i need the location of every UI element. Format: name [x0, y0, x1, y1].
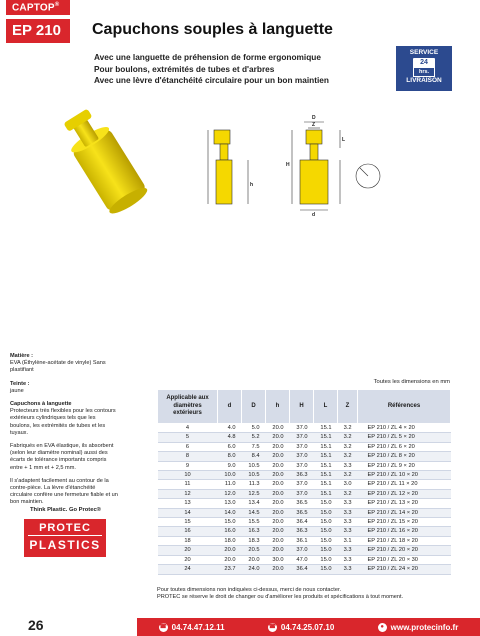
table-cell: 3.3 — [338, 546, 358, 555]
col-header: Z — [338, 390, 358, 424]
table-cell: 15.0 — [314, 546, 338, 555]
service-num: 24 — [420, 59, 428, 66]
table-cell: 3.3 — [338, 555, 358, 564]
table-cell: 10.0 — [218, 471, 242, 480]
table-cell: 8.4 — [242, 452, 266, 461]
table-cell: 15.1 — [314, 424, 338, 433]
label-D: D — [312, 115, 316, 121]
table-cell: 8 — [158, 452, 218, 461]
table-cell: 15.1 — [314, 461, 338, 470]
table-cell: 15.0 — [314, 518, 338, 527]
dimensions-note: Toutes les dimensions en mm — [373, 379, 450, 385]
table-cell: 3.3 — [338, 527, 358, 536]
table-cell: 7.5 — [242, 442, 266, 451]
table-row — [158, 424, 451, 433]
table-cell: 11.0 — [218, 480, 242, 489]
col-header: D — [242, 390, 266, 424]
label-h: h — [250, 182, 254, 188]
table-cell: 37.0 — [290, 489, 314, 498]
table-cell: 20.0 — [218, 555, 242, 564]
table-cell: 20.0 — [266, 480, 290, 489]
dimensions-table — [157, 389, 451, 575]
table-cell: EP 210 / ZL 13 × 20 — [358, 499, 451, 508]
table-cell: 12.0 — [218, 489, 242, 498]
table-cell: 15.0 — [314, 555, 338, 564]
table-cell: 37.0 — [290, 546, 314, 555]
table-cell: EP 210 / ZL 12 × 20 — [358, 489, 451, 498]
label-H: H — [286, 162, 290, 168]
table-cell: 3.3 — [338, 499, 358, 508]
table-cell: 37.0 — [290, 424, 314, 433]
table-cell: 37.0 — [290, 433, 314, 442]
page-number: 26 — [28, 617, 44, 633]
table-cell: 15.1 — [314, 442, 338, 451]
table-row — [158, 565, 451, 574]
table-cell: 16 — [158, 527, 218, 536]
logo-line1: PROTEC — [28, 519, 102, 536]
table-cell: 20.5 — [242, 546, 266, 555]
phone-number: 04.74.47.12.11 — [171, 622, 225, 632]
table-cell: EP 210 / ZL 8 × 20 — [358, 452, 451, 461]
label-d: d — [312, 212, 316, 218]
col-header: L — [314, 390, 338, 424]
table-cell: 30.0 — [266, 555, 290, 564]
table-row — [158, 499, 451, 508]
table-row — [158, 433, 451, 442]
col-header: Références — [358, 390, 451, 424]
table-cell: 36.3 — [290, 471, 314, 480]
table-cell: 14.0 — [218, 508, 242, 517]
table-cell: 15.5 — [242, 518, 266, 527]
contact-bar — [137, 618, 480, 636]
table-cell: 15.0 — [218, 518, 242, 527]
feature-item: Avec une languette de préhension de forme ergonomique — [94, 52, 321, 62]
table-row — [158, 527, 451, 536]
table-cell: 3.3 — [338, 565, 358, 574]
brand-reg: ® — [54, 2, 60, 8]
col-header: d — [218, 390, 242, 424]
table-cell: 20.0 — [218, 546, 242, 555]
product-photo — [40, 108, 160, 218]
table-cell: 20.0 — [266, 527, 290, 536]
website-link[interactable] — [378, 623, 459, 632]
table-cell: 10.5 — [242, 461, 266, 470]
table-cell: EP 210 / ZL 20 × 20 — [358, 546, 451, 555]
material-value: EVA (Éthylène-acétate de vinyle) Sans plastifiant — [10, 360, 106, 374]
table-cell: 24.0 — [242, 565, 266, 574]
table-cell: 20.0 — [266, 565, 290, 574]
calendar-icon — [413, 58, 435, 76]
service-badge — [396, 46, 452, 91]
table-cell: 20.0 — [266, 471, 290, 480]
label-Z: Z — [312, 122, 316, 128]
table-cell: 47.0 — [290, 555, 314, 564]
table-row — [158, 508, 451, 517]
phone-icon: ☎ — [159, 623, 167, 630]
table-cell: 4.0 — [218, 424, 242, 433]
material-label: Matière : — [10, 353, 34, 359]
table-cell: 5 — [158, 433, 218, 442]
feature-item: Pour boulons, extrémités de tubes et d'arbres — [94, 63, 275, 74]
table-cell: 10.5 — [242, 471, 266, 480]
table-row — [158, 518, 451, 527]
page-title: Capuchons souples à languette — [92, 21, 333, 38]
table-cell: 16.0 — [218, 527, 242, 536]
table-cell: EP 210 / ZL 4 × 20 — [358, 424, 451, 433]
product-code: EP 210 — [6, 19, 70, 43]
table-cell: 3.0 — [338, 480, 358, 489]
table-cell: 15.0 — [314, 536, 338, 545]
fax-icon: ☎ — [268, 623, 277, 630]
footnote-1: Pour toutes dimensions non indiquées ci-dessus, merci de nous contacter. — [157, 587, 342, 593]
brand-name: CAPTOP — [12, 2, 55, 14]
footnotes — [157, 587, 403, 601]
service-bottom: LIVRAISON — [406, 77, 442, 84]
label-L: L — [342, 137, 346, 143]
table-cell: 36.1 — [290, 536, 314, 545]
table-row — [158, 546, 451, 555]
table-cell: EP 210 / ZL 10 × 20 — [358, 471, 451, 480]
service-top: SERVICE — [409, 49, 439, 56]
table-cell: 36.5 — [290, 499, 314, 508]
col-header: H — [290, 390, 314, 424]
table-cell: 3.3 — [338, 461, 358, 470]
feature-item: Avec une lèvre d'étanchéité circulaire pour un bon maintien — [94, 75, 329, 85]
table-cell: 3.3 — [338, 508, 358, 517]
table-cell: EP 210 / ZL 24 × 20 — [358, 565, 451, 574]
table-cell: 18 — [158, 536, 218, 545]
protec-logo — [24, 519, 106, 557]
table-cell: 3.3 — [338, 518, 358, 527]
table-cell: 18.3 — [242, 536, 266, 545]
table-cell: 3.2 — [338, 442, 358, 451]
table-cell: 36.5 — [290, 508, 314, 517]
table-cell: 8.0 — [218, 452, 242, 461]
table-cell: 4 — [158, 424, 218, 433]
table-cell: EP 210 / ZL 6 × 20 — [358, 442, 451, 451]
table-cell: 15.1 — [314, 471, 338, 480]
feature-list — [94, 52, 329, 87]
product-info — [10, 353, 118, 513]
table-cell: 36.4 — [290, 565, 314, 574]
table-cell: 24 — [158, 565, 218, 574]
description-1: Protecteurs très flexibles pour les contours extérieurs cylindriques tels que les boulons, les extrémités de tubes et les tuyaux. — [10, 408, 116, 436]
table-cell: 20.0 — [266, 508, 290, 517]
fax-number: 04.74.25.07.10 — [280, 622, 335, 632]
table-cell: EP 210 / ZL 15 × 20 — [358, 518, 451, 527]
table-cell: 9.0 — [218, 461, 242, 470]
table-cell: 37.0 — [290, 480, 314, 489]
table-cell: 15.1 — [314, 452, 338, 461]
color-label: Teinte : — [10, 380, 30, 387]
table-cell: 36.4 — [290, 518, 314, 527]
footnote-2: PROTEC se réserve le droit de changer ou d'améliorer les produits et spécifications à tout moment. — [157, 594, 404, 601]
color-value: jaune — [10, 387, 24, 394]
table-cell: 3.2 — [338, 471, 358, 480]
table-cell: 13.4 — [242, 499, 266, 508]
table-cell: 15.0 — [314, 499, 338, 508]
table-cell: 20.0 — [266, 452, 290, 461]
table-cell: 20.0 — [266, 536, 290, 545]
table-cell: 6 — [158, 442, 218, 451]
table-cell: 20.0 — [266, 424, 290, 433]
table-cell: 18.0 — [218, 536, 242, 545]
description-3: Il s'adaptent facilement au contour de la contre-pièce. La lèvre d'étanchéité circulaire confère une fermeture fiable et un bon maintien. — [10, 477, 118, 506]
fax-contact[interactable] — [268, 623, 334, 632]
table-row — [158, 471, 451, 480]
table-row — [158, 480, 451, 489]
table-cell: 37.0 — [290, 452, 314, 461]
description-title: Capuchons à languette — [10, 401, 72, 408]
slogan: Think Plastic. Go Protec® — [30, 507, 101, 513]
table-cell: 20.0 — [242, 555, 266, 564]
table-cell: EP 210 / ZL 5 × 20 — [358, 433, 451, 442]
table-cell: 15 — [158, 518, 218, 527]
website-url: www.protecinfo.fr — [390, 622, 459, 632]
table-cell: 3.2 — [338, 424, 358, 433]
table-row — [158, 489, 451, 498]
table-cell: 4.8 — [218, 433, 242, 442]
table-cell: 15.0 — [314, 508, 338, 517]
table-cell: 20.0 — [266, 442, 290, 451]
brand-tag — [6, 0, 70, 15]
table-cell: EP 210 / ZL 18 × 20 — [358, 536, 451, 545]
table-cell: 11.3 — [242, 480, 266, 489]
logo-line2: PLASTICS — [29, 538, 101, 552]
service-unit: hrs. — [413, 67, 435, 77]
table-cell: 13.0 — [218, 499, 242, 508]
table-cell: 6.0 — [218, 442, 242, 451]
table-cell: 10 — [158, 471, 218, 480]
table-cell: 3.1 — [338, 536, 358, 545]
technical-drawing — [200, 108, 400, 218]
table-cell: 15.0 — [314, 527, 338, 536]
table-cell: 20.0 — [266, 461, 290, 470]
mouse-icon: ● — [378, 623, 387, 632]
table-cell: 15.0 — [314, 565, 338, 574]
table-cell: 20.0 — [266, 489, 290, 498]
table-cell: EP 210 / ZL 14 × 20 — [358, 508, 451, 517]
table-cell: 20.0 — [266, 546, 290, 555]
table-cell: 20.0 — [266, 518, 290, 527]
table-cell: 13 — [158, 499, 218, 508]
table-cell: 12 — [158, 489, 218, 498]
table-cell: 15.1 — [314, 433, 338, 442]
table-cell: 16.3 — [242, 527, 266, 536]
table-cell: 15.1 — [314, 489, 338, 498]
phone-contact[interactable] — [159, 623, 225, 632]
table-cell: EP 210 / ZL 11 × 20 — [358, 480, 451, 489]
table-row — [158, 555, 451, 564]
table-cell: EP 210 / ZL 9 × 20 — [358, 461, 451, 470]
table-cell: EP 210 / ZL 16 × 20 — [358, 527, 451, 536]
table-cell: 14 — [158, 508, 218, 517]
table-cell: 20.0 — [266, 433, 290, 442]
table-cell: 37.0 — [290, 461, 314, 470]
table-cell: 5.0 — [242, 424, 266, 433]
table-row — [158, 536, 451, 545]
table-cell: 5.2 — [242, 433, 266, 442]
col-header: Applicable aux diamètres extérieurs — [158, 390, 218, 424]
table-header-row — [158, 390, 451, 424]
table-cell: 23.7 — [218, 565, 242, 574]
table-cell: 12.5 — [242, 489, 266, 498]
table-cell: 36.3 — [290, 527, 314, 536]
table-row — [158, 442, 451, 451]
table-cell: 3.2 — [338, 452, 358, 461]
table-cell: 20 — [158, 555, 218, 564]
table-cell: 20.0 — [266, 499, 290, 508]
table-cell: EP 210 / ZL 20 × 30 — [358, 555, 451, 564]
table-cell: 3.2 — [338, 433, 358, 442]
table-cell: 37.0 — [290, 442, 314, 451]
table-row — [158, 461, 451, 470]
table-cell: 3.2 — [338, 489, 358, 498]
table-cell: 9 — [158, 461, 218, 470]
col-header: h — [266, 390, 290, 424]
table-cell: 11 — [158, 480, 218, 489]
table-cell: 20 — [158, 546, 218, 555]
table-cell: 14.5 — [242, 508, 266, 517]
table-row — [158, 452, 451, 461]
description-2: Fabriqués en EVA élastique, ils absorbent (selon leur diamètre nominal) aussi des écarts de tolérance importants compris entre + 1 mm et + 2,5 mm. — [10, 443, 114, 471]
table-cell: 15.1 — [314, 480, 338, 489]
